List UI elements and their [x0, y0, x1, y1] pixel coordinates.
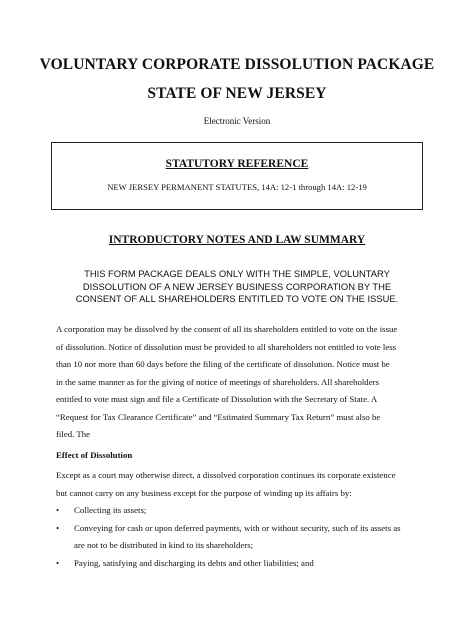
list-item-text: Conveying for cash or upon deferred payments, with or without security, such of its assets as [74, 522, 401, 533]
list-item [56, 520, 426, 555]
intro-heading: INTRODUCTORY NOTES AND LAW SUMMARY [108, 234, 366, 246]
bullet-icon: • [56, 522, 60, 533]
bullet-icon: • [56, 505, 60, 515]
paragraph-line: than 10 nor more than 60 days before the filing of the certificate of dissolution. Notice must be [56, 359, 390, 369]
paragraph-line: of dissolution. Notice of dissolution must be provided to all shareholders not entitled to vote less [56, 341, 397, 352]
notice-line: DISSOLUTION OF A NEW JERSEY BUSINESS CORPORATION BY THE [82, 280, 392, 292]
effect-bullet-list [56, 502, 426, 572]
effect-paragraph [56, 467, 426, 502]
list-item [56, 502, 426, 520]
effect-line: but cannot carry on any business except for the purpose of winding up its affairs by: [56, 487, 352, 498]
effect-line: Except as a court may otherwise direct, a dissolved corporation continues its corporate existence [56, 470, 396, 480]
intro-paragraph [56, 321, 426, 444]
intro-notice [40, 268, 434, 306]
bullet-icon: • [56, 557, 60, 568]
list-item-text: are not to be distributed in kind to its shareholders; [74, 540, 254, 550]
effect-heading: Effect of Dissolution [56, 450, 133, 460]
paragraph-line: “Request for Tax Clearance Certificate” and “Estimated Summary Tax Return” must also be [56, 411, 381, 422]
list-item [56, 555, 426, 573]
paragraph-line: in the same manner as for the giving of notice of meetings of shareholders. All shareholders [56, 376, 379, 387]
document-title-line1: VOLUNTARY CORPORATE DISSOLUTION PACKAGE [39, 56, 435, 73]
document-subtitle: Electronic Version [203, 116, 271, 126]
list-item-text: Collecting its assets; [74, 505, 147, 515]
notice-line: THIS FORM PACKAGE DEALS ONLY WITH THE SIMPLE, VOLUNTARY [84, 268, 390, 279]
document-title-line2: STATE OF NEW JERSEY [147, 85, 327, 102]
statutory-reference-heading: STATUTORY REFERENCE [165, 158, 309, 170]
statutory-reference-box [51, 142, 423, 210]
statutory-reference-text: NEW JERSEY PERMANENT STATUTES, 14A: 12-1 through 14A: 12-19 [107, 182, 367, 192]
paragraph-line: entitled to vote must sign and file a Certificate of Dissolution with the Secretary of State. A [56, 394, 378, 404]
paragraph-line: A corporation may be dissolved by the consent of all its shareholders entitled to vote on the issue [56, 324, 398, 334]
notice-line: CONSENT OF ALL SHAREHOLDERS ENTITLED TO VOTE ON THE ISSUE. [75, 293, 399, 304]
paragraph-line: filed. The [56, 429, 91, 439]
list-item-text: Paying, satisfying and discharging its debts and other liabilities; and [74, 557, 314, 568]
